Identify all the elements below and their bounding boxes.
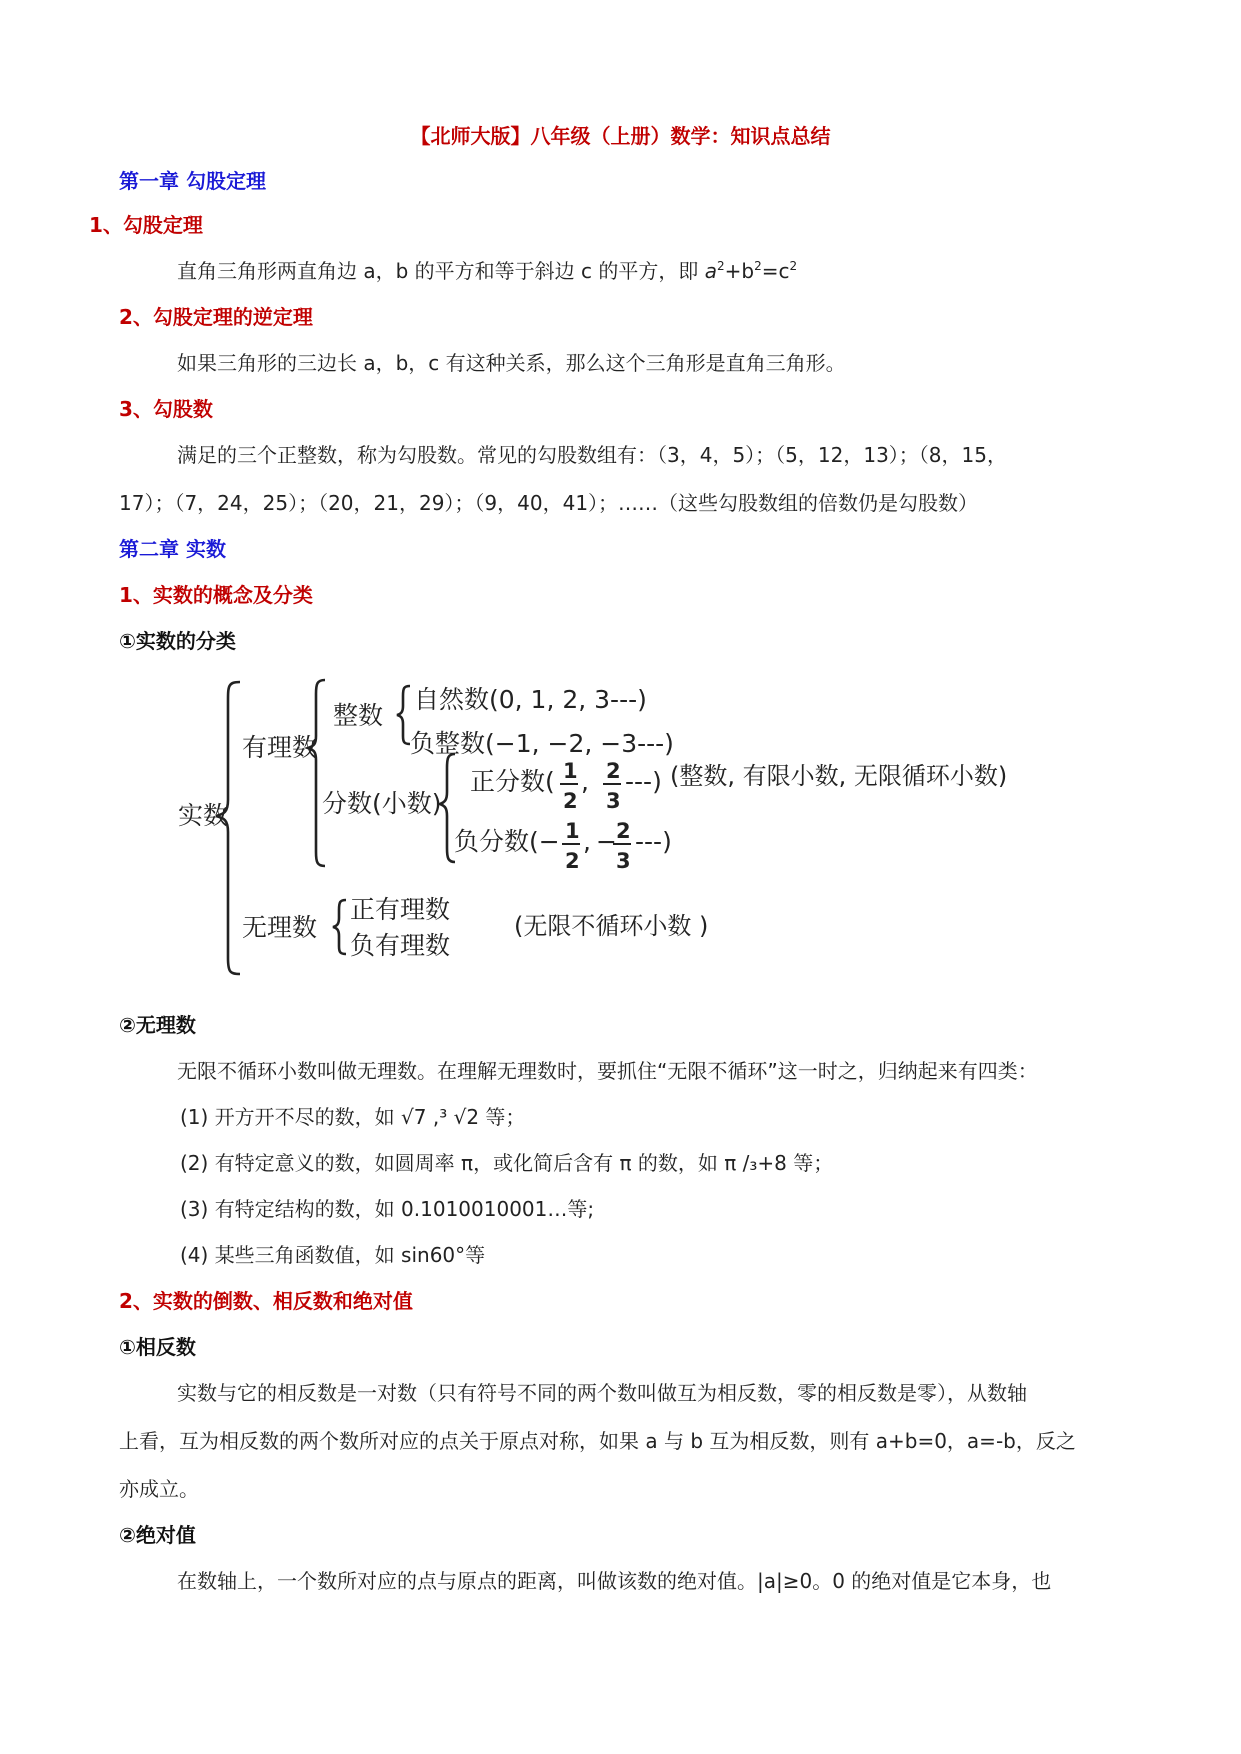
- section-triples-heading: 3、勾股数: [119, 397, 213, 421]
- fraction-numerator: 2: [606, 759, 621, 783]
- irrational-item: (4) 某些三角函数值，如 sin60°等: [180, 1243, 486, 1267]
- absolute-value-heading: ②绝对值: [119, 1523, 196, 1547]
- label-negative-fractions: 负分数(−: [454, 827, 560, 856]
- brace-irrational: [333, 900, 346, 954]
- fraction-denominator: 2: [563, 789, 578, 813]
- opposite-paragraph-line-2: 上看，互为相反数的两个数所对应的点关于原点对称，如果 a 与 b 互为相反数，则有 a+b=0，a=-b，反之: [119, 1429, 1076, 1453]
- label-positive-fractions: 正分数(: [470, 767, 555, 796]
- formula-exponent: 2: [717, 259, 725, 273]
- brace-rational: [308, 680, 325, 866]
- section-reciprocal-heading: 2、实数的倒数、相反数和绝对值: [119, 1289, 413, 1313]
- brace-fraction: [440, 754, 455, 862]
- fraction-numerator: 1: [563, 759, 578, 783]
- classification-heading: ①实数的分类: [119, 629, 236, 653]
- irrational-heading: ②无理数: [119, 1013, 196, 1037]
- irrational-item: (1) 开方开不尽的数，如 √7 ,³ √2 等；: [180, 1105, 526, 1129]
- fraction-note: (整数, 有限小数, 无限循环小数): [670, 762, 1008, 790]
- section-real-numbers-heading: 1、实数的概念及分类: [119, 583, 313, 607]
- separator: ,: [581, 767, 589, 796]
- separator: ,: [583, 827, 591, 856]
- label-integers: 整数: [333, 701, 384, 730]
- label-negative-integers: 负整数(−1, −2, −3---): [410, 729, 674, 758]
- triples-paragraph-line-1: 满足的三个正整数，称为勾股数。常见的勾股数组有：（3，4，5）；（5，12，13）；（8，15，: [177, 443, 1007, 467]
- real-number-classification-diagram: [170, 672, 1050, 982]
- opposite-heading: ①相反数: [119, 1335, 196, 1359]
- formula-c: =c: [761, 259, 790, 283]
- formula-exponent: 2: [754, 259, 762, 273]
- ellipsis-paren: ---): [635, 827, 672, 856]
- document-title: 【北师大版】八年级（上册）数学：知识点总结: [410, 124, 831, 148]
- formula-exponent: 2: [789, 259, 798, 273]
- converse-paragraph: 如果三角形的三边长 a，b，c 有这种关系，那么这个三角形是直角三角形。: [177, 351, 846, 375]
- brace-integer: [397, 686, 410, 744]
- irrational-item: (2) 有特定意义的数，如圆周率 π，或化简后含有 π 的数，如 π /₃+8 等；: [180, 1151, 834, 1175]
- formula-a: a: [704, 259, 717, 283]
- pythagorean-text: 直角三角形两直角边 a，b 的平方和等于斜边 c 的平方，即: [177, 259, 705, 283]
- fraction-numerator: 1: [565, 819, 580, 843]
- pythagorean-paragraph: [177, 258, 797, 284]
- irrational-note: (无限不循环小数 ): [514, 912, 709, 940]
- chapter-1-heading: 第一章 勾股定理: [119, 169, 266, 193]
- fraction-denominator: 3: [606, 789, 621, 813]
- absolute-value-paragraph: 在数轴上，一个数所对应的点与原点的距离，叫做该数的绝对值。|a|≥0。0 的绝对值是它本身，也: [177, 1569, 1052, 1593]
- label-negative-irrational: 负有理数: [350, 931, 451, 960]
- opposite-paragraph-line-3: 亦成立。: [119, 1477, 199, 1501]
- formula-b: +b: [724, 259, 755, 283]
- label-irrational-numbers: 无理数: [242, 913, 318, 942]
- label-rational-numbers: 有理数: [242, 733, 318, 762]
- label-fractions: 分数(小数): [322, 789, 442, 818]
- section-converse-heading: 2、勾股定理的逆定理: [119, 305, 313, 329]
- fraction-denominator: 3: [616, 849, 631, 873]
- opposite-paragraph-line-1: 实数与它的相反数是一对数（只有符号不同的两个数叫做互为相反数，零的相反数是零），从数轴: [177, 1381, 1027, 1405]
- irrational-paragraph: 无限不循环小数叫做无理数。在理解无理数时，要抓住“无限不循环”这一时之，归纳起来有四类：: [177, 1059, 1038, 1083]
- ellipsis-paren: ---): [625, 767, 662, 796]
- fraction-numerator: 2: [616, 819, 631, 843]
- minus-sign: −: [596, 827, 617, 856]
- label-real-numbers: 实数: [178, 801, 229, 830]
- irrational-item: (3) 有特定结构的数，如 0.1010010001…等;: [180, 1197, 595, 1221]
- triples-paragraph-line-2: 17）；（7，24，25）；（20，21，29）；（9，40，41）；……（这些勾股数组的倍数仍是勾股数）: [119, 491, 979, 515]
- section-pythagorean-heading: 1、勾股定理: [89, 213, 203, 237]
- label-natural-numbers: 自然数(0, 1, 2, 3---): [414, 685, 647, 714]
- label-positive-irrational: 正有理数: [350, 895, 451, 924]
- fraction-denominator: 2: [565, 849, 580, 873]
- chapter-2-heading: 第二章 实数: [119, 537, 226, 561]
